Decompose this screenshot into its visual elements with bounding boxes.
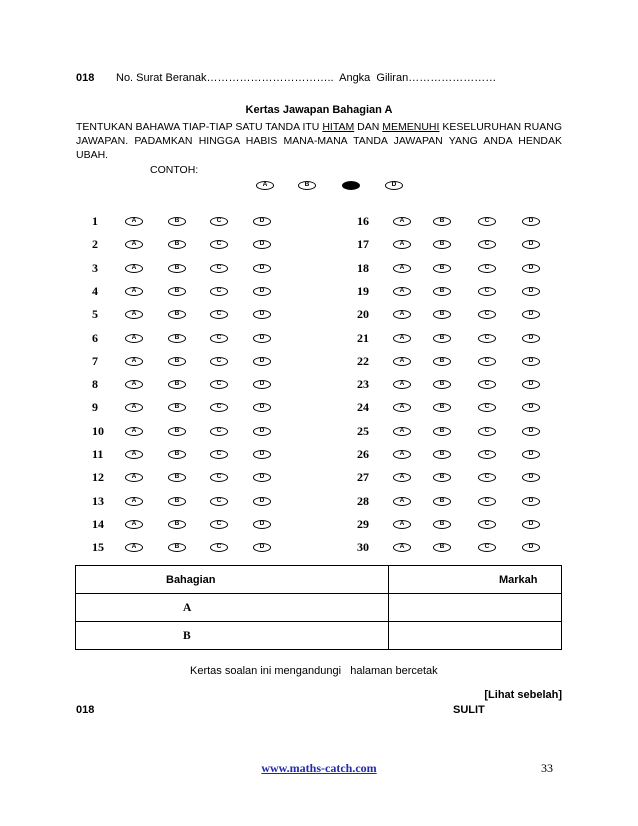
answer-bubble-b[interactable]: B bbox=[168, 427, 186, 436]
answer-bubble-c[interactable]: C bbox=[210, 264, 228, 273]
answer-bubble-b[interactable]: B bbox=[433, 357, 451, 366]
answer-bubble-a[interactable]: A bbox=[125, 264, 143, 273]
answer-bubble-d[interactable]: D bbox=[253, 264, 271, 273]
answer-bubble-d[interactable]: D bbox=[522, 520, 540, 529]
answer-bubble-d[interactable]: D bbox=[253, 334, 271, 343]
mark-cell[interactable] bbox=[389, 594, 562, 622]
candidate-details-line: No. Surat Beranak…………………………….. Angka Giliran…………………… bbox=[116, 72, 497, 84]
answer-bubble-a[interactable]: A bbox=[393, 380, 411, 389]
header-markah: Markah bbox=[389, 566, 562, 594]
answer-bubble-b[interactable]: B bbox=[433, 473, 451, 482]
answer-bubble-a[interactable]: A bbox=[393, 334, 411, 343]
example-bubble-c bbox=[342, 181, 360, 190]
answer-bubble-c[interactable]: C bbox=[210, 427, 228, 436]
answer-bubble-c[interactable]: C bbox=[210, 543, 228, 552]
section-cell: A bbox=[76, 594, 389, 622]
answer-bubble-c[interactable]: C bbox=[478, 240, 496, 249]
answer-bubble-b[interactable]: B bbox=[168, 287, 186, 296]
question-number: 7 bbox=[92, 353, 98, 368]
answer-bubble-b[interactable]: B bbox=[433, 334, 451, 343]
answer-bubble-a[interactable]: A bbox=[393, 287, 411, 296]
answer-bubble-d[interactable]: D bbox=[253, 380, 271, 389]
next-page-note: [Lihat sebelah] bbox=[484, 689, 562, 701]
answer-bubble-a[interactable]: A bbox=[125, 217, 143, 226]
question-number: 25 bbox=[357, 423, 369, 438]
answer-bubble-b[interactable]: B bbox=[433, 217, 451, 226]
answer-bubble-c[interactable]: C bbox=[210, 497, 228, 506]
question-number: 16 bbox=[357, 214, 369, 228]
answer-bubble-c[interactable]: C bbox=[478, 403, 496, 412]
answer-bubble-b[interactable]: B bbox=[168, 403, 186, 412]
answer-bubble-b[interactable]: B bbox=[433, 287, 451, 296]
answer-bubble-a[interactable]: A bbox=[393, 357, 411, 366]
marks-table bbox=[75, 565, 562, 650]
question-number: 13 bbox=[92, 493, 104, 508]
answer-bubble-a[interactable]: A bbox=[393, 427, 411, 436]
answer-bubble-c[interactable]: C bbox=[478, 217, 496, 226]
question-number: 15 bbox=[92, 540, 104, 555]
example-label: CONTOH: bbox=[150, 164, 199, 176]
answer-bubble-b[interactable]: B bbox=[168, 264, 186, 273]
answer-bubble-d[interactable]: D bbox=[522, 264, 540, 273]
answer-bubble-a[interactable]: A bbox=[393, 520, 411, 529]
answer-bubble-d[interactable]: D bbox=[253, 217, 271, 226]
question-number: 17 bbox=[357, 237, 369, 252]
answer-bubble-b[interactable]: B bbox=[433, 403, 451, 412]
answer-bubble-c[interactable]: C bbox=[210, 380, 228, 389]
answer-bubble-a[interactable]: A bbox=[125, 240, 143, 249]
question-number: 14 bbox=[92, 516, 104, 531]
answer-bubble-a[interactable]: A bbox=[125, 310, 143, 319]
question-number: 8 bbox=[92, 377, 98, 392]
question-number: 18 bbox=[357, 260, 369, 275]
question-number: 28 bbox=[357, 493, 369, 508]
answer-bubble-c[interactable]: C bbox=[478, 310, 496, 319]
question-number: 23 bbox=[357, 377, 369, 392]
question-number: 5 bbox=[92, 307, 98, 322]
answer-bubble-c[interactable]: C bbox=[478, 543, 496, 552]
question-number: 29 bbox=[357, 516, 369, 531]
example-bubble-b: B bbox=[298, 181, 316, 190]
question-number: 20 bbox=[357, 307, 369, 322]
answer-bubble-c[interactable]: C bbox=[210, 520, 228, 529]
instructions-part2: DAN bbox=[354, 121, 383, 133]
answer-bubble-d[interactable]: D bbox=[522, 450, 540, 459]
answer-bubble-b[interactable]: B bbox=[168, 334, 186, 343]
mark-cell[interactable] bbox=[389, 622, 562, 650]
answer-bubble-c[interactable]: C bbox=[210, 403, 228, 412]
header-bahagian: Bahagian bbox=[76, 566, 389, 594]
answer-bubble-c[interactable]: C bbox=[478, 287, 496, 296]
answer-bubble-b[interactable]: B bbox=[168, 520, 186, 529]
answer-bubble-a[interactable]: A bbox=[393, 310, 411, 319]
answer-bubble-c[interactable]: C bbox=[210, 287, 228, 296]
answer-bubble-b[interactable]: B bbox=[168, 310, 186, 319]
answer-bubble-a[interactable]: A bbox=[125, 473, 143, 482]
answer-bubble-d[interactable]: D bbox=[522, 427, 540, 436]
answer-bubble-b[interactable]: B bbox=[433, 310, 451, 319]
answer-bubble-a[interactable]: A bbox=[125, 334, 143, 343]
question-number: 10 bbox=[92, 423, 104, 438]
answer-bubble-d[interactable]: D bbox=[253, 310, 271, 319]
answer-bubble-c[interactable]: C bbox=[478, 473, 496, 482]
answer-bubble-d[interactable]: D bbox=[522, 403, 540, 412]
answer-bubble-c[interactable]: C bbox=[478, 427, 496, 436]
answer-bubble-b[interactable]: B bbox=[168, 497, 186, 506]
answer-bubble-b[interactable]: B bbox=[433, 450, 451, 459]
marks-table-row bbox=[76, 622, 562, 650]
question-number: 30 bbox=[357, 540, 369, 555]
answer-bubble-d[interactable]: D bbox=[522, 240, 540, 249]
answer-bubble-b[interactable]: B bbox=[168, 450, 186, 459]
instructions-hitam: HITAM bbox=[322, 121, 355, 133]
question-number: 26 bbox=[357, 447, 369, 461]
answer-bubble-b[interactable]: B bbox=[433, 380, 451, 389]
answer-bubble-d[interactable]: D bbox=[253, 450, 271, 459]
answer-bubble-a[interactable]: A bbox=[393, 264, 411, 273]
answer-bubble-c[interactable]: C bbox=[210, 473, 228, 482]
answer-bubble-d[interactable]: D bbox=[253, 520, 271, 529]
answer-bubble-d[interactable]: D bbox=[522, 217, 540, 226]
question-number: 24 bbox=[357, 400, 369, 415]
marks-table-row bbox=[76, 594, 562, 622]
answer-bubble-a[interactable]: A bbox=[125, 287, 143, 296]
answer-bubble-b[interactable]: B bbox=[433, 240, 451, 249]
answer-bubble-b[interactable]: B bbox=[168, 357, 186, 366]
answer-bubble-a[interactable]: A bbox=[393, 217, 411, 226]
answer-bubble-c[interactable]: C bbox=[210, 310, 228, 319]
question-number: 2 bbox=[92, 237, 98, 252]
answer-bubble-b[interactable]: B bbox=[433, 427, 451, 436]
footer-code: 018 bbox=[76, 704, 95, 716]
answer-bubble-b[interactable]: B bbox=[433, 543, 451, 552]
answer-bubble-c[interactable]: C bbox=[210, 357, 228, 366]
question-number: 21 bbox=[357, 330, 369, 345]
instructions-part3: KESELURUHAN RUANG JAWAPAN. PADAMKAN HINGGA HABIS MANA-MANA TANDA JAWAPAN YANG ANDA HENDAK UBAH. bbox=[76, 121, 562, 161]
answer-bubble-d[interactable]: D bbox=[522, 310, 540, 319]
answer-bubble-a[interactable]: A bbox=[125, 543, 143, 552]
answer-bubble-a[interactable]: A bbox=[393, 450, 411, 459]
question-number: 3 bbox=[92, 260, 98, 275]
answer-bubble-a[interactable]: A bbox=[125, 403, 143, 412]
answer-bubble-d[interactable]: D bbox=[253, 473, 271, 482]
answer-bubble-d[interactable]: D bbox=[522, 473, 540, 482]
answer-bubble-a[interactable]: A bbox=[125, 427, 143, 436]
footer-sulit: SULIT bbox=[453, 704, 485, 716]
answer-bubble-b[interactable]: B bbox=[168, 217, 186, 226]
answer-bubble-b[interactable]: B bbox=[168, 543, 186, 552]
section-cell: B bbox=[76, 622, 389, 650]
question-number: 9 bbox=[92, 400, 98, 415]
answer-bubble-d[interactable]: D bbox=[253, 287, 271, 296]
instructions-memenuhi: MEMENUHI bbox=[382, 121, 440, 133]
answer-bubble-a[interactable]: A bbox=[393, 403, 411, 412]
answer-bubble-b[interactable]: B bbox=[168, 240, 186, 249]
instructions-part1: TENTUKAN BAHAWA TIAP-TIAP SATU TANDA ITU bbox=[76, 121, 323, 133]
example-bubble-a: A bbox=[256, 181, 274, 190]
answer-bubble-b[interactable]: B bbox=[433, 264, 451, 273]
answer-bubble-a[interactable]: A bbox=[125, 520, 143, 529]
question-number: 19 bbox=[357, 283, 369, 298]
answer-bubble-d[interactable]: D bbox=[522, 380, 540, 389]
answer-bubble-c[interactable]: C bbox=[478, 520, 496, 529]
question-number: 27 bbox=[357, 470, 369, 485]
answer-bubble-d[interactable]: D bbox=[253, 497, 271, 506]
answer-bubble-c[interactable]: C bbox=[478, 357, 496, 366]
answer-bubble-d[interactable]: D bbox=[253, 427, 271, 436]
answer-bubble-d[interactable]: D bbox=[253, 357, 271, 366]
answer-bubble-c[interactable]: C bbox=[478, 264, 496, 273]
answer-bubble-b[interactable]: B bbox=[168, 380, 186, 389]
answer-bubble-d[interactable]: D bbox=[522, 334, 540, 343]
question-number: 6 bbox=[92, 330, 98, 345]
answer-bubble-b[interactable]: B bbox=[168, 473, 186, 482]
answer-bubble-b[interactable]: B bbox=[433, 520, 451, 529]
question-number: 4 bbox=[92, 283, 98, 298]
answer-bubble-a[interactable]: A bbox=[393, 473, 411, 482]
answer-bubble-c[interactable]: C bbox=[210, 450, 228, 459]
answer-bubble-c[interactable]: C bbox=[210, 217, 228, 226]
answer-bubble-a[interactable]: A bbox=[393, 543, 411, 552]
answer-bubble-a[interactable]: A bbox=[125, 357, 143, 366]
question-number: 22 bbox=[357, 353, 369, 368]
answer-bubble-c[interactable]: C bbox=[478, 497, 496, 506]
paper-code: 018 bbox=[76, 72, 95, 84]
answer-bubble-c[interactable]: C bbox=[210, 240, 228, 249]
answer-bubble-c[interactable]: C bbox=[478, 334, 496, 343]
answer-bubble-a[interactable]: A bbox=[125, 497, 143, 506]
answer-bubble-c[interactable]: C bbox=[210, 334, 228, 343]
answer-bubble-d[interactable]: D bbox=[522, 357, 540, 366]
page-title: Kertas Jawapan Bahagian A bbox=[245, 104, 393, 116]
question-number: 12 bbox=[92, 470, 104, 485]
answer-bubble-a[interactable]: A bbox=[125, 380, 143, 389]
answer-bubble-d[interactable]: D bbox=[522, 287, 540, 296]
answer-bubble-a[interactable]: A bbox=[393, 497, 411, 506]
answer-bubble-d[interactable]: D bbox=[522, 543, 540, 552]
page-number: 33 bbox=[541, 761, 553, 775]
answer-bubble-d[interactable]: D bbox=[253, 403, 271, 412]
example-bubble-d: D bbox=[385, 181, 403, 190]
instructions bbox=[76, 120, 562, 162]
answer-bubble-d[interactable]: D bbox=[522, 497, 540, 506]
marks-table-header-row bbox=[76, 566, 562, 594]
website-link[interactable]: www.maths-catch.com bbox=[261, 761, 377, 775]
answer-bubble-a[interactable]: A bbox=[393, 240, 411, 249]
answer-bubble-d[interactable]: D bbox=[253, 543, 271, 552]
question-number: 1 bbox=[92, 214, 98, 228]
answer-bubble-b[interactable]: B bbox=[433, 497, 451, 506]
answer-bubble-d[interactable]: D bbox=[253, 240, 271, 249]
answer-bubble-a[interactable]: A bbox=[125, 450, 143, 459]
question-number: 11 bbox=[92, 447, 104, 461]
page-count-note: Kertas soalan ini mengandungi halaman bercetak bbox=[190, 665, 438, 677]
answer-bubble-c[interactable]: C bbox=[478, 450, 496, 459]
answer-bubble-c[interactable]: C bbox=[478, 380, 496, 389]
